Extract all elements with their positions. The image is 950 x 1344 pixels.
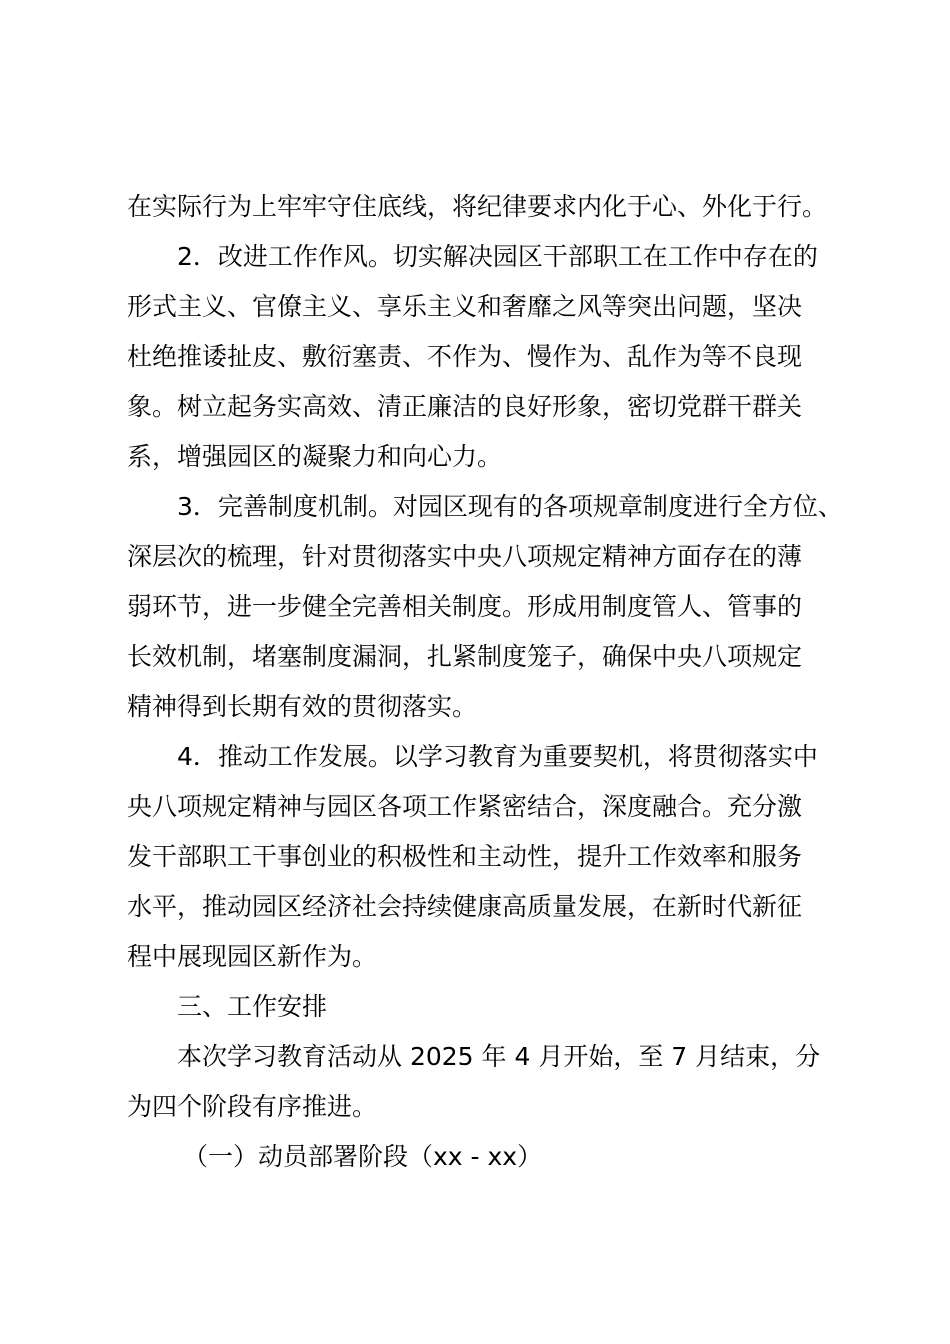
paragraph-line: 水平，推动园区经济社会持续健康高质量发展，在新时代新征	[127, 892, 803, 921]
section-heading: 三、工作安排	[177, 992, 328, 1021]
paragraph-line: 为四个阶段有序推进。	[127, 1092, 378, 1121]
paragraph-line: 精神得到长期有效的贯彻落实。	[127, 692, 478, 721]
paragraph-line: 形式主义、官僚主义、享乐主义和奢靡之风等突出问题，坚决	[127, 292, 803, 321]
paragraph-line: 深层次的梳理，针对贯彻落实中央八项规定精神方面存在的薄	[127, 542, 803, 571]
paragraph-line: 系，增强园区的凝聚力和向心力。	[127, 442, 503, 471]
subsection-heading: （一）动员部署阶段（xx - xx）	[183, 1142, 543, 1171]
paragraph-line: 杜绝推诿扯皮、敷衍塞责、不作为、慢作为、乱作为等不良现	[127, 342, 803, 371]
paragraph-line: 3．完善制度机制。对园区现有的各项规章制度进行全方位、	[177, 492, 843, 521]
paragraph-line: 在实际行为上牢牢守住底线，将纪律要求内化于心、外化于行。	[127, 192, 828, 221]
paragraph-line: 4．推动工作发展。以学习教育为重要契机，将贯彻落实中	[177, 742, 818, 771]
paragraph-line: 本次学习教育活动从 2025 年 4 月开始，至 7 月结束，分	[177, 1042, 821, 1071]
paragraph-line: 发干部职工干事创业的积极性和主动性，提升工作效率和服务	[127, 842, 803, 871]
paragraph-line: 弱环节，进一步健全完善相关制度。形成用制度管人、管事的	[127, 592, 803, 621]
paragraph-line: 2．改进工作作风。切实解决园区干部职工在工作中存在的	[177, 242, 818, 271]
paragraph-line: 程中展现园区新作为。	[127, 942, 378, 971]
paragraph-line: 央八项规定精神与园区各项工作紧密结合，深度融合。充分激	[127, 792, 803, 821]
paragraph-line: 长效机制，堵塞制度漏洞，扎紧制度笼子，确保中央八项规定	[127, 642, 803, 671]
paragraph-line: 象。树立起务实高效、清正廉洁的良好形象，密切党群干群关	[127, 392, 803, 421]
